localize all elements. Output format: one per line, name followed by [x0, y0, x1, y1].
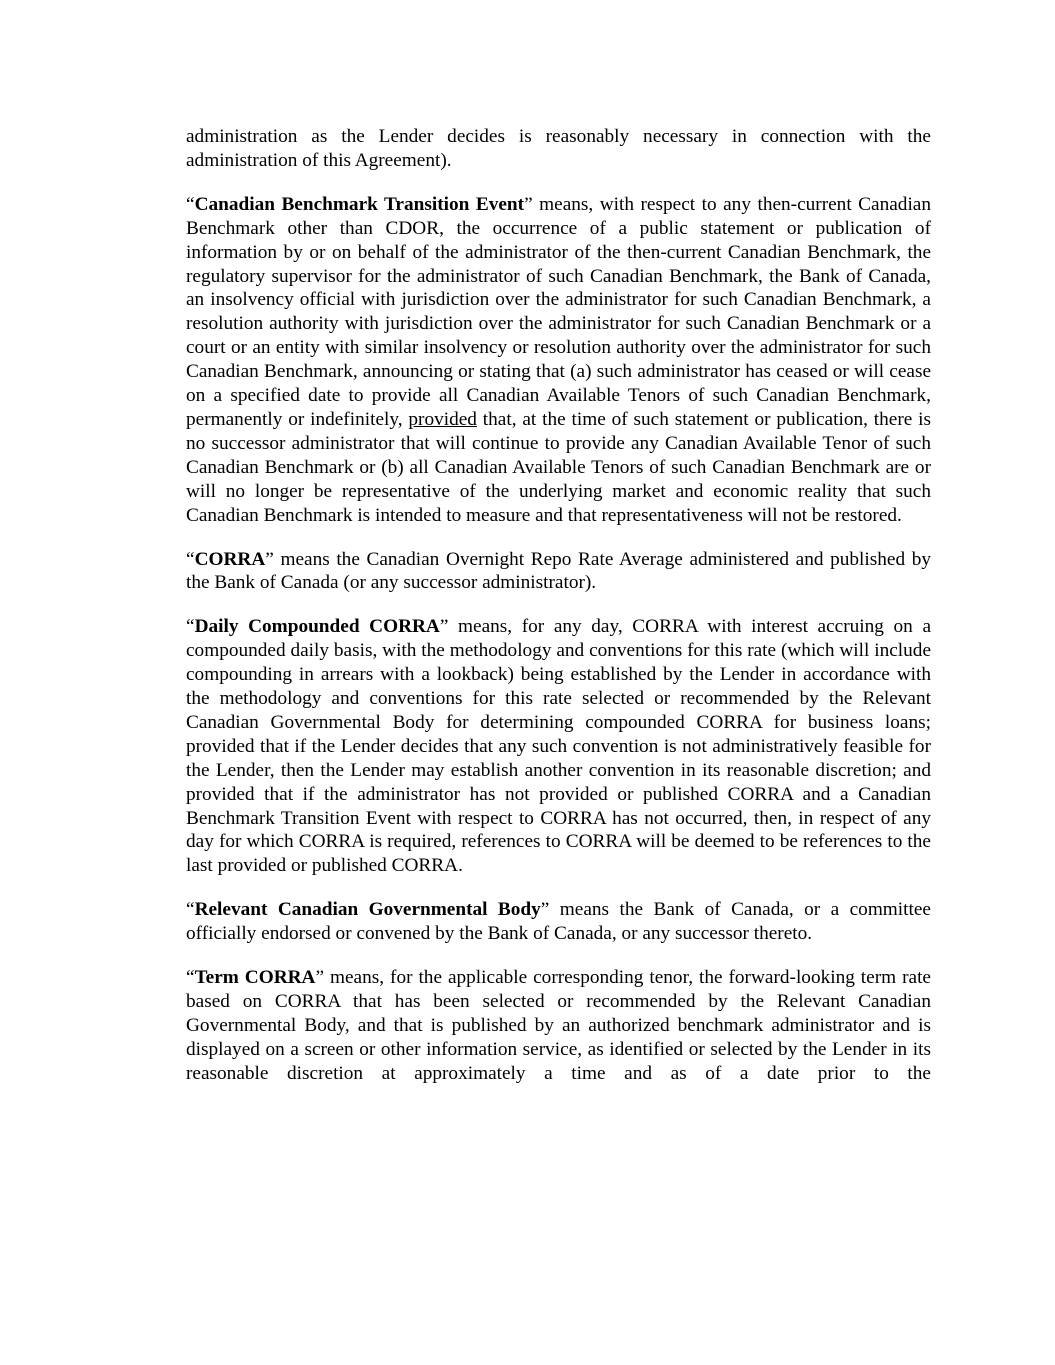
definition-text: means the Bank of Canada, or a committee officially endorsed or convened by the Bank of Canada, or any successor thereto. — [186, 899, 931, 945]
definition-text: means, for any day, CORRA with interest accruing on a compounded daily basis, with the methodology and conventions for this rate (which will include compounding in arrears with a lookback) being established by the Lender in accordance with the methodology and conventions for this rate selected or recommended by the Relevant Canadian Governmental Body for determining compounded CORRA for business loans; provided that if the Lender decides that any such convention is not administratively feasible for the Lender, then the Lender may establish another convention in its reasonable discretion; and provided that if the administrator has not provided or published CORRA and a Canadian Benchmark Transition Event with respect to CORRA has not occurred, then, in respect of any day for which CORRA is required, references to CORRA will be deemed to be references to the last provided or published CORRA. — [186, 616, 931, 877]
open-quote: “ — [186, 899, 195, 921]
underlined-word: provided — [408, 408, 477, 430]
defined-term: Daily Compounded CORRA — [194, 616, 440, 638]
close-quote: ” — [315, 967, 325, 989]
open-quote: “ — [186, 967, 195, 989]
definition-daily-compounded-corra — [186, 615, 931, 878]
close-quote: ” — [439, 616, 449, 638]
close-quote: ” — [265, 548, 274, 570]
open-quote: “ — [186, 193, 195, 215]
definition-text: means, with respect to any then-current Canadian Benchmark other than CDOR, the occurrence of a public statement or publication of information by or on behalf of the administrator of the then-current Canadian Benchmark, the regulatory supervisor for the administrator of such Canadian Benchmark, the Bank of Canada, an insolvency official with jurisdiction over the administrator for such Canadian Benchmark, a resolution authority with jurisdiction over the administrator for such Canadian Benchmark or a court or an entity with similar insolvency or resolution authority over the administrator for such Canadian Benchmark, announcing or stating that (a) such administrator has ceased or will cease on a specified date to provide all Canadian Available Tenors of such Canadian Benchmark, permanently or indefinitely, — [186, 193, 931, 430]
document-body — [186, 125, 931, 1106]
definition-text: means, for the applicable corresponding tenor, the forward-looking term rate based on CORRA that has been selected or recommended by the Relevant Canadian Governmental Body, and that is published by an authorized benchmark administrator and is displayed on a screen or other information service, as identified or selected by the Lender in its reasonable discretion at approximately a time and as of a date prior to the — [186, 967, 931, 1084]
defined-term: Term CORRA — [194, 967, 316, 989]
paragraph-text: administration as the Lender decides is reasonably necessary in connection with the administration of this Agreement). — [186, 126, 931, 171]
defined-term: Relevant Canadian Governmental Body — [194, 899, 541, 921]
paragraph-continuation — [186, 125, 931, 173]
open-quote: “ — [186, 616, 195, 638]
defined-term: CORRA — [194, 548, 266, 570]
open-quote: “ — [186, 548, 195, 570]
definition-canadian-benchmark-transition-event — [186, 193, 931, 528]
definition-term-corra — [186, 966, 931, 1086]
close-quote: ” — [540, 899, 550, 921]
definition-corra — [186, 548, 931, 596]
defined-term: Canadian Benchmark Transition Event — [194, 193, 525, 215]
definition-text: means the Canadian Overnight Repo Rate Average administered and published by the Bank of Canada (or any successor administrator). — [186, 548, 931, 594]
close-quote: ” — [524, 193, 533, 215]
definition-relevant-canadian-governmental-body — [186, 898, 931, 946]
definition-text-continued: that, at the time of such statement or publication, there is no successor administrator that will continue to provide any Canadian Available Tenor of such Canadian Benchmark or (b) all Canadian Available Tenors of such Canadian Benchmark are or will no longer be representative of the underlying market and economic reality that such Canadian Benchmark is intended to measure and that representativeness will not be restored. — [186, 408, 931, 526]
